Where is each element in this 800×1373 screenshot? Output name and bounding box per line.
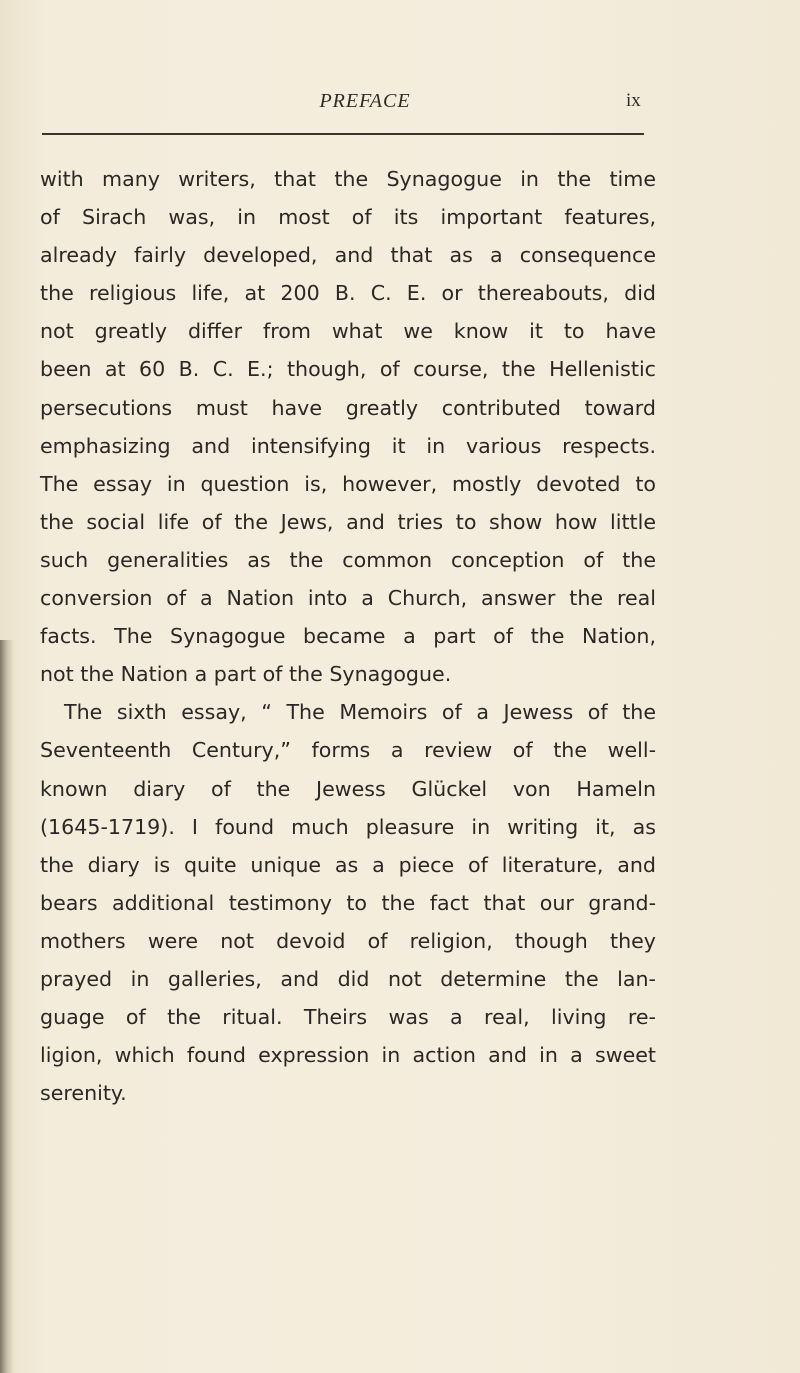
text-line: the social life of the Jews, and tries to show how little — [40, 509, 656, 534]
page-number: ix — [626, 90, 641, 111]
text-line: The essay in question is, however, mostly devoted to — [40, 471, 656, 496]
text-line: not greatly differ from what we know it to have — [40, 319, 656, 344]
text-line: known diary of the Jewess Glückel von Hameln — [40, 776, 656, 801]
body-text — [40, 160, 656, 1112]
text-line: already fairly developed, and that as a consequence — [40, 243, 656, 268]
text-line: such generalities as the common conception of the — [40, 547, 656, 572]
text-line: the diary is quite unique as a piece of literature, and — [40, 852, 656, 877]
text-line: mothers were not devoid of religion, though they — [40, 928, 656, 953]
text-line: Seventeenth Century,” forms a review of the well- — [40, 738, 656, 763]
text-line: serenity. — [40, 1081, 127, 1106]
text-line: not the Nation a part of the Synagogue. — [40, 662, 452, 687]
page-edge-shadow — [0, 640, 14, 1373]
text-line: prayed in galleries, and did not determine the lan- — [40, 966, 656, 991]
text-line: facts. The Synagogue became a part of the Nation, — [40, 624, 656, 649]
text-line: persecutions must have greatly contributed toward — [40, 395, 656, 420]
text-line: ligion, which found expression in action and in a sweet — [40, 1043, 656, 1068]
text-line: bears additional testimony to the fact that our grand- — [40, 890, 656, 915]
text-line: the religious life, at 200 B. C. E. or thereabouts, did — [40, 281, 656, 306]
text-line: emphasizing and intensifying it in various respects. — [40, 433, 656, 458]
text-line: guage of the ritual. Theirs was a real, living re- — [40, 1005, 656, 1030]
text-line: The sixth essay, “ The Memoirs of a Jewess of the — [64, 700, 656, 725]
text-line: of Sirach was, in most of its important features, — [40, 205, 656, 230]
header-rule — [42, 133, 644, 135]
text-line: been at 60 B. C. E.; though, of course, the Hellenistic — [40, 357, 656, 382]
text-line: (1645-1719). I found much pleasure in writing it, as — [40, 814, 656, 839]
text-line: conversion of a Nation into a Church, answer the real — [40, 586, 656, 611]
text-line: with many writers, that the Synagogue in the time — [40, 167, 656, 191]
running-title: PREFACE — [319, 90, 411, 112]
